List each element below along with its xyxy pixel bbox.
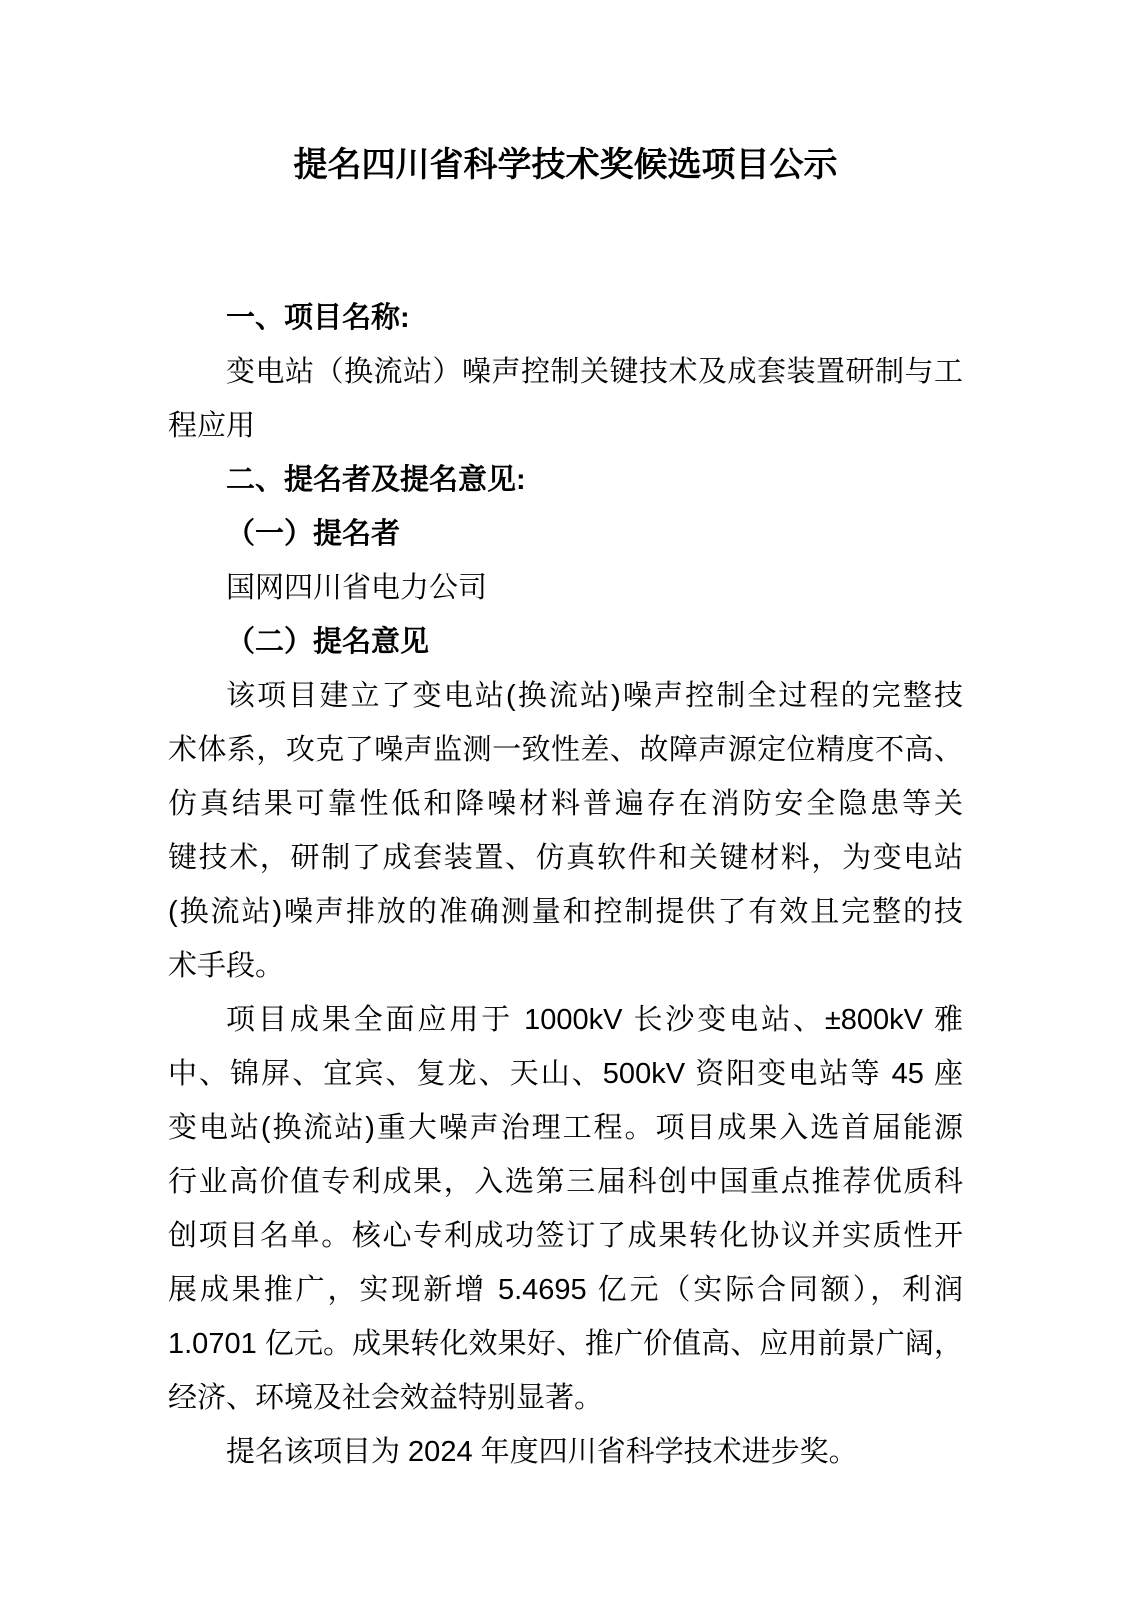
doc-line: 键技术，研制了成套装置、仿真软件和关键材料，为变电站 bbox=[168, 842, 963, 874]
document-title: 提名四川省科学技术奖候选项目公示 bbox=[293, 146, 838, 184]
document-lines bbox=[168, 291, 963, 1479]
doc-line: (换流站)噪声排放的准确测量和控制提供了有效且完整的技 bbox=[168, 896, 963, 928]
doc-line: 1.0701 亿元。成果转化效果好、推广价值高、应用前景广阔， bbox=[168, 1328, 963, 1360]
doc-line: 中、锦屏、宜宾、复龙、天山、500kV 资阳变电站等 45 座 bbox=[168, 1058, 963, 1090]
sub-heading: （二）提名意见 bbox=[226, 626, 430, 658]
doc-line: 术手段。 bbox=[168, 950, 285, 982]
doc-line: 程应用 bbox=[168, 410, 256, 442]
section-heading: 二、提名者及提名意见: bbox=[226, 464, 526, 496]
doc-line: 经济、环境及社会效益特别显著。 bbox=[168, 1382, 604, 1414]
doc-line: 国网四川省电力公司 bbox=[226, 572, 488, 604]
doc-line: 仿真结果可靠性低和降噪材料普遍存在消防安全隐患等关 bbox=[168, 788, 963, 820]
doc-line: 变电站(换流站)重大噪声治理工程。项目成果入选首届能源 bbox=[168, 1112, 963, 1144]
section-heading: 一、项目名称: bbox=[226, 302, 410, 334]
doc-line: 创项目名单。核心专利成功签订了成果转化协议并实质性开 bbox=[168, 1220, 963, 1252]
doc-line: 项目成果全面应用于 1000kV 长沙变电站、±800kV 雅 bbox=[226, 1004, 963, 1036]
sub-heading: （一）提名者 bbox=[226, 518, 401, 550]
doc-line: 行业高价值专利成果，入选第三届科创中国重点推荐优质科 bbox=[168, 1166, 963, 1198]
doc-line: 展成果推广，实现新增 5.4695 亿元（实际合同额），利润 bbox=[168, 1274, 963, 1306]
title-gap bbox=[168, 192, 963, 291]
doc-line: 该项目建立了变电站(换流站)噪声控制全过程的完整技 bbox=[226, 680, 963, 712]
doc-line: 术体系，攻克了噪声监测一致性差、故障声源定位精度不高、 bbox=[168, 734, 963, 766]
doc-line: 变电站（换流站）噪声控制关键技术及成套装置研制与工 bbox=[226, 356, 963, 388]
doc-line: 提名该项目为 2024 年度四川省科学技术进步奖。 bbox=[226, 1436, 858, 1468]
